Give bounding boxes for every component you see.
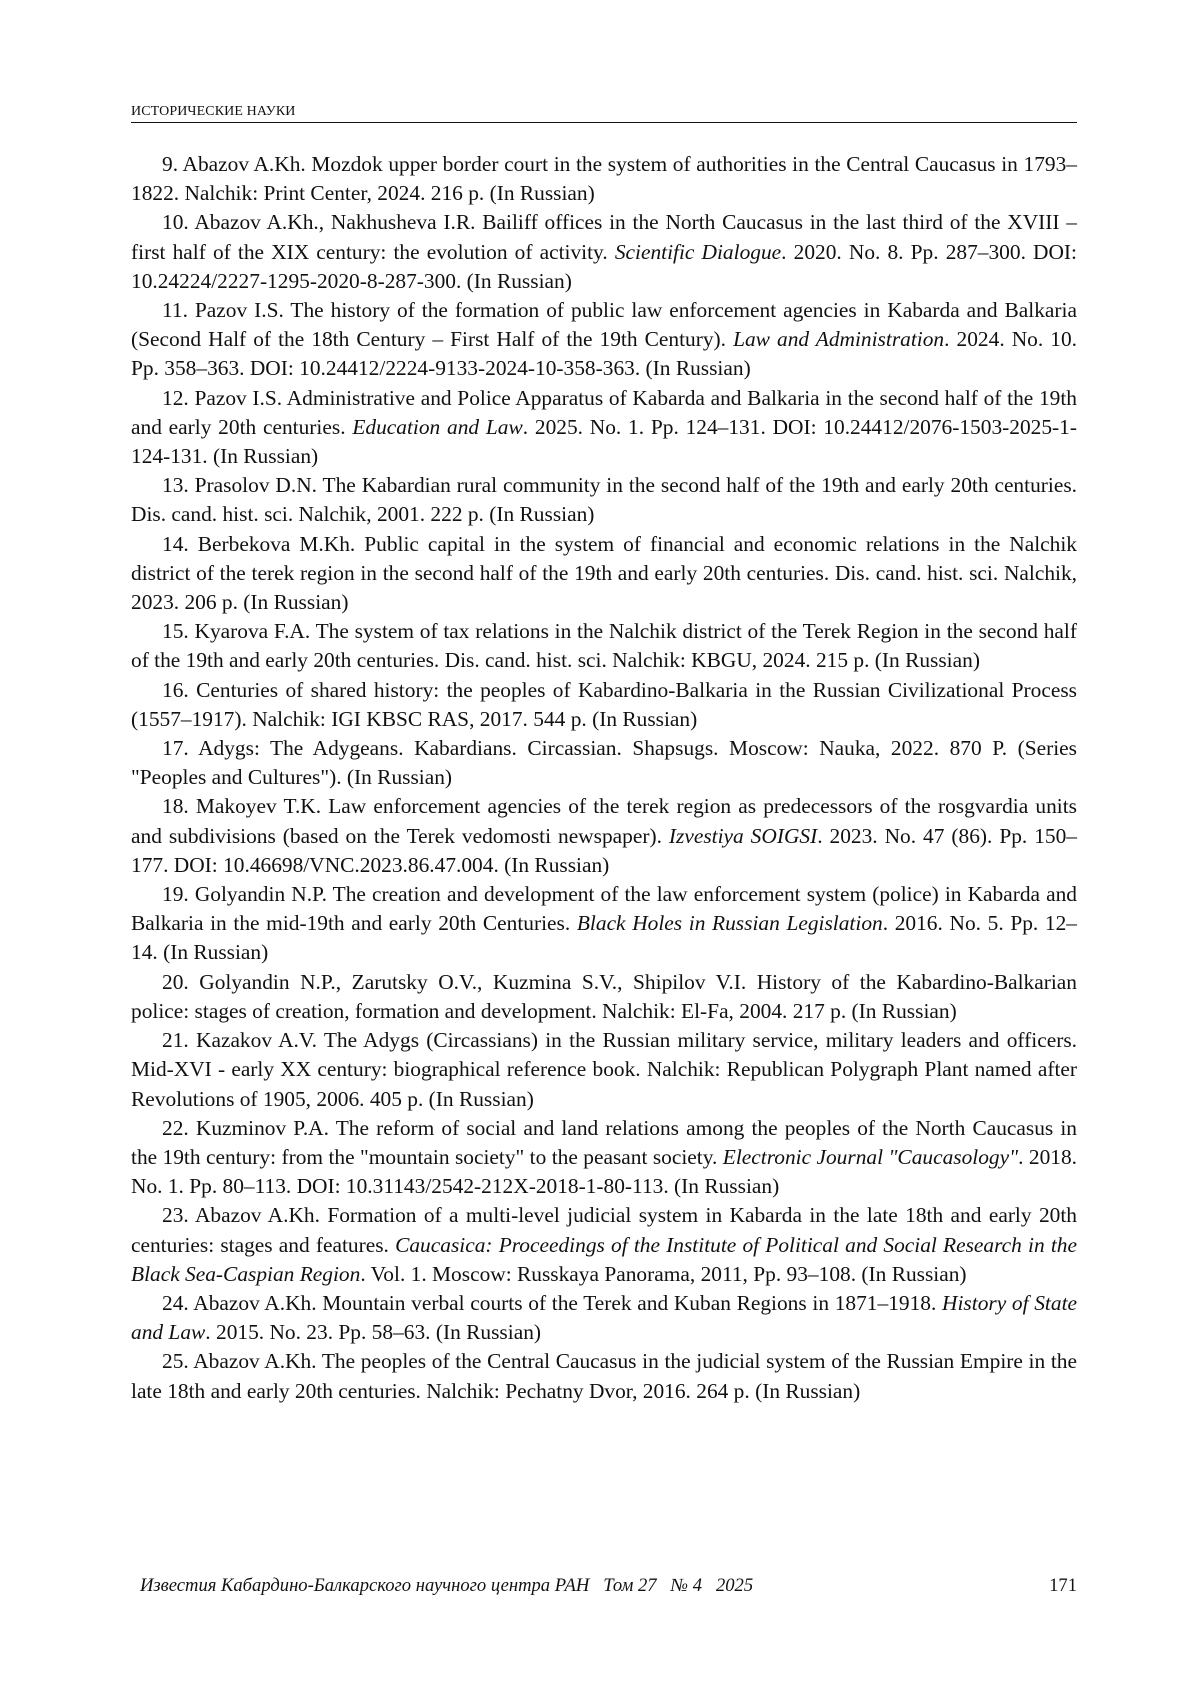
reference-item: 16. Centuries of shared history: the peoples of Kabardino-Balkaria in the Russian Civilizational Process (1557–1917). Nalchik: IGI KBSC RAS, 2017. 544 p. (In Russian) (131, 677, 1077, 731)
reference-item: 20. Golyandin N.P., Zarutsky O.V., Kuzmina S.V., Shipilov V.I. History of the Kabardino-Balkarian police: stages of creation, formation and development. Nalchik: El-Fa, 2004. 217 p. (In Russian) (131, 969, 1077, 1023)
page-footer (140, 1575, 1077, 1597)
reference-item: 22. Kuzminov P.A. The reform of social and land relations among the peoples of the North Caucasus in the 19th century: from the "mountain society" to the peasant society. Electronic Journal "Caucasology". 2018. No. 1. Pp. 80–113. DOI: 10.31143/2542-212X-2018-1-80-113. (In Russian) (131, 1115, 1077, 1199)
reference-list (131, 150, 1077, 1406)
page-number: 171 (1049, 1575, 1077, 1596)
reference-item: 25. Abazov A.Kh. The peoples of the Central Caucasus in the judicial system of the Russian Empire in the late 18th and early 20th centuries. Nalchik: Pechatny Dvor, 2016. 264 p. (In Russian) (131, 1349, 1077, 1403)
reference-item: 13. Prasolov D.N. The Kabardian rural community in the second half of the 19th and early 20th centuries. Dis. cand. hist. sci. Nalchik, 2001. 222 p. (In Russian) (131, 473, 1077, 527)
journal-citation: Известия Кабардино-Балкарского научного центра РАН Том 27 № 4 2025 (140, 1575, 754, 1596)
reference-item: 12. Pazov I.S. Administrative and Police Apparatus of Kabarda and Balkaria in the second half of the 19th and early 20th centuries. Education and Law. 2025. No. 1. Pp. 124–131. DOI: 10.24412/2076-1503-2025-1-124-131. (In Russian) (131, 385, 1077, 469)
reference-item: 14. Berbekova M.Kh. Public capital in the system of financial and economic relations in the Nalchik district of the terek region in the second half of the 19th and early 20th centuries. Dis. cand. hist. sci. Nalchik, 2023. 206 p. (In Russian) (131, 531, 1077, 615)
reference-item: 11. Pazov I.S. The history of the formation of public law enforcement agencies in Kabarda and Balkaria (Second Half of the 18th Century – First Half of the 19th Century). Law and Administration. 2024. No. 10. Pp. 358–363. DOI: 10.24412/2224-9133-2024-10-358-363. (In Russian) (131, 298, 1078, 381)
reference-item: 24. Abazov A.Kh. Mountain verbal courts of the Terek and Kuban Regions in 1871–1918. History of State and Law. 2015. No. 23. Pp. 58–63. (In Russian) (131, 1290, 1078, 1345)
reference-item: 21. Kazakov A.V. The Adygs (Circassians) in the Russian military service, military leaders and officers. Mid-XVI - early XX century: biographical reference book. Nalchik: Republican Polygraph Plant named after Revolutions of 1905, 2006. 405 p. (In Russian) (131, 1028, 1077, 1111)
reference-item: 15. Kyarova F.A. The system of tax relations in the Nalchik district of the Terek Region in the second half of the 19th and early 20th centuries. Dis. cand. hist. sci. Nalchik: KBGU, 2024. 215 p. (In Russian) (131, 619, 1077, 673)
reference-item: 19. Golyandin N.P. The creation and development of the law enforcement system (police) in Kabarda and Balkaria in the mid-19th and early 20th Centuries. Black Holes in Russian Legislation. 2016. No. 5. Pp. 12–14. (In Russian) (131, 882, 1078, 965)
reference-item: 23. Abazov A.Kh. Formation of a multi-level judicial system in Kabarda in the late 18th and early 20th centuries: stages and features. Caucasica: Proceedings of the Institute of Political and Social Research in the Black Sea-Caspian Region. Vol. 1. Moscow: Russkaya Panorama, 2011, Pp. 93–108. (In Russian) (131, 1203, 1077, 1286)
reference-item: 9. Abazov A.Kh. Mozdok upper border court in the system of authorities in the Central Caucasus in 1793–1822. Nalchik: Print Center, 2024. 216 p. (In Russian) (131, 152, 1077, 206)
running-header: ИСТОРИЧЕСКИЕ НАУКИ (131, 104, 1077, 123)
reference-item: 10. Abazov A.Kh., Nakhusheva I.R. Bailiff offices in the North Caucasus in the last third of the XVIII – first half of the XIX century: the evolution of activity. Scientific Dialogue. 2020. No. 8. Pp. 287–300. DOI: 10.24224/2227-1295-2020-8-287-300. (In Russian) (131, 210, 1078, 293)
reference-item: 17. Adygs: The Adygeans. Kabardians. Circassian. Shapsugs. Moscow: Nauka, 2022. 870 P. (Series "Peoples and Cultures"). (In Russian) (131, 736, 1077, 790)
reference-item: 18. Makoyev T.K. Law enforcement agencies of the terek region as predecessors of the rosgvardia units and subdivisions (based on the Terek vedomosti newspaper). Izvestiya SOIGSI. 2023. No. 47 (86). Pp. 150–177. DOI: 10.46698/VNC.2023.86.47.004. (In Russian) (131, 794, 1077, 877)
